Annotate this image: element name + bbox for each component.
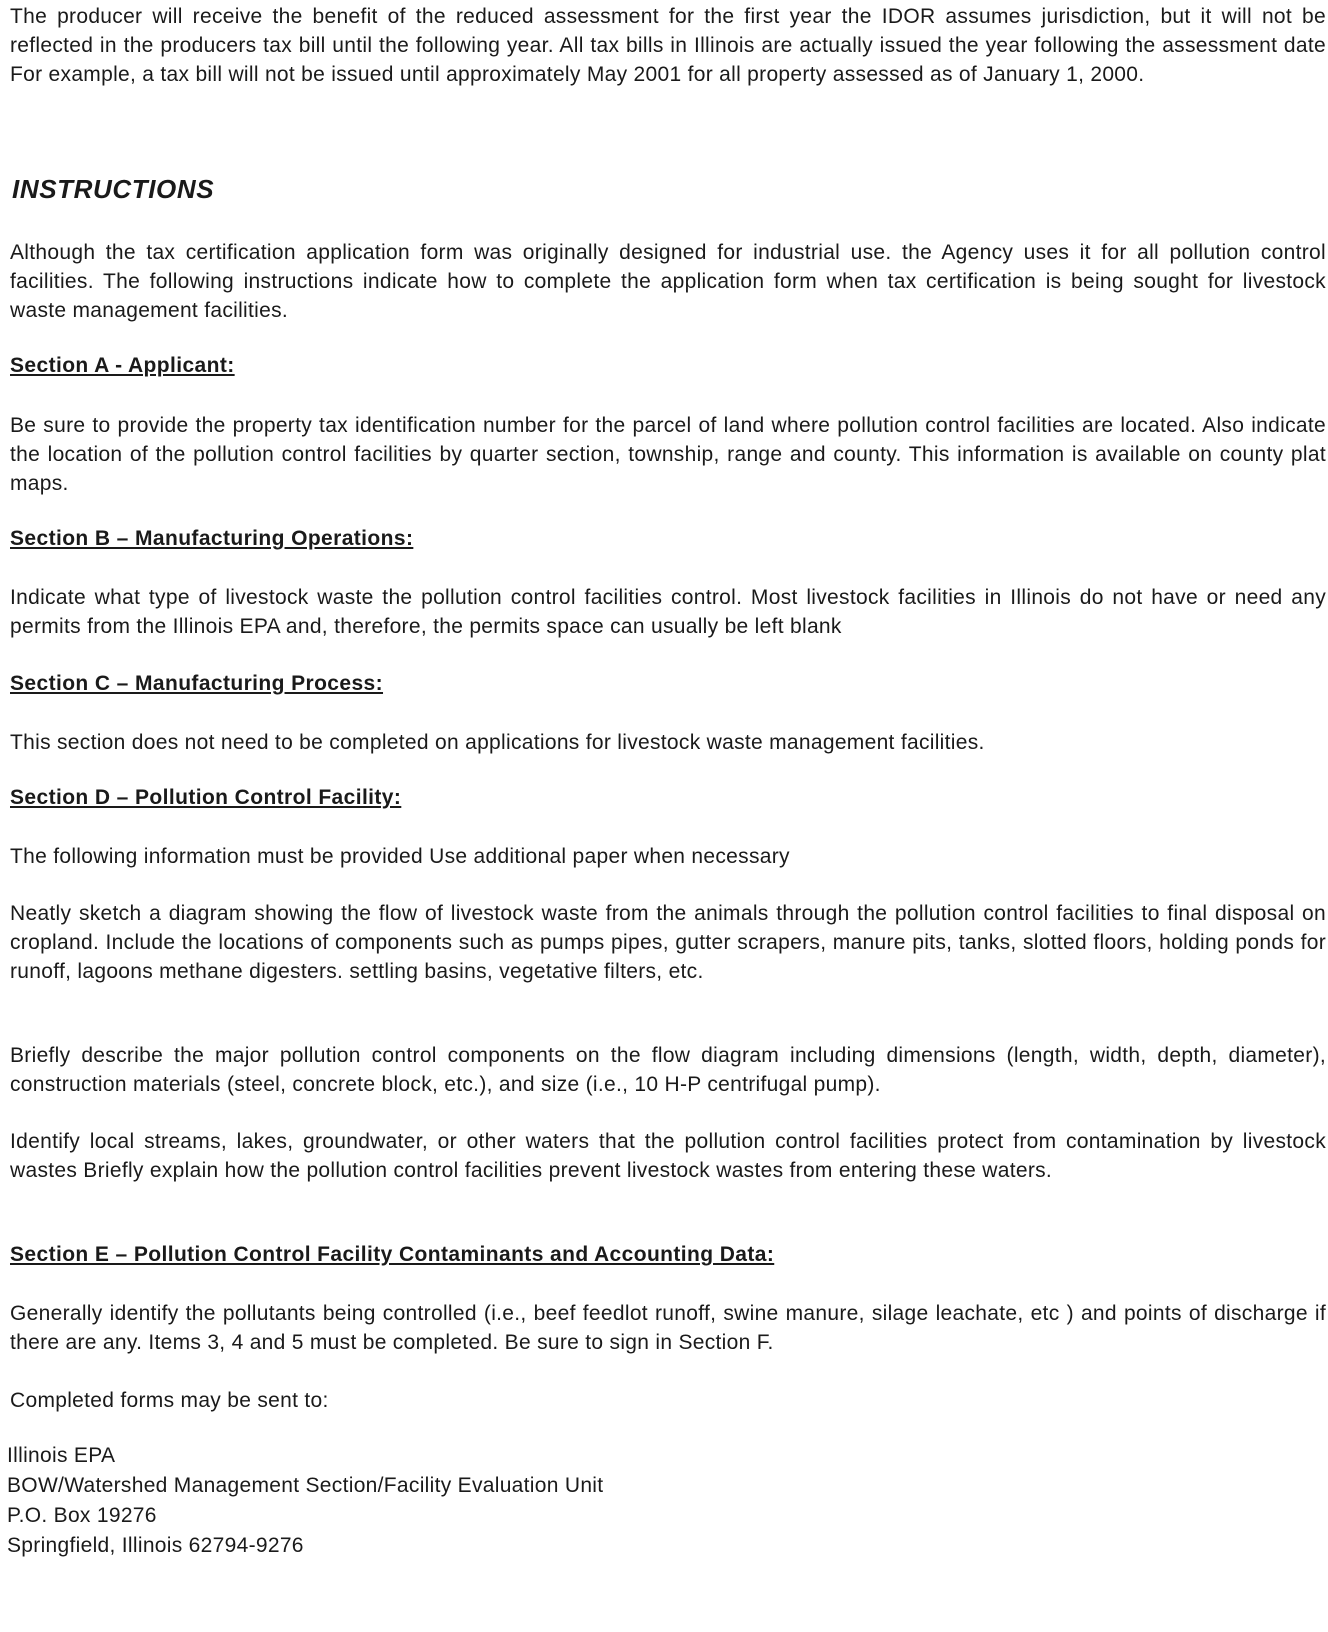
- section-d-heading: Section D – Pollution Control Facility:: [10, 786, 402, 809]
- address-line-2: BOW/Watershed Management Section/Facility Evaluation Unit: [7, 1474, 604, 1497]
- address-line-4: Springfield, Illinois 62794-9276: [7, 1534, 304, 1557]
- section-b-text: Indicate what type of livestock waste the pollution control facilities control. Most livestock facilities in Illinois do not have or need any permits from the Illinois EPA and, therefore, the permits space can usually be left blank: [10, 586, 1326, 638]
- section-a-text: Be sure to provide the property tax identification number for the parcel of land where pollution control facilities are located. Also indicate the location of the pollution control facilities by quarter section, township, range and county. This information is available on county plat maps.: [10, 414, 1326, 495]
- section-e-text: Generally identify the pollutants being controlled (i.e., beef feedlot runoff, swine manure, silage leachate, etc ) and points of discharge if there are any. Items 3, 4 and 5 must be completed. Be sure to sign in Section F.: [10, 1302, 1326, 1354]
- section-b-heading: Section B – Manufacturing Operations:: [10, 527, 414, 550]
- section-d-text-3: Briefly describe the major pollution control components on the flow diagram including dimensions (length, width, depth, diameter), construction materials (steel, concrete block, etc.), and size (i.e., 10 H-P centrifugal pump).: [10, 1044, 1326, 1096]
- section-c-heading: Section C – Manufacturing Process:: [10, 672, 384, 695]
- intro-paragraph: The producer will receive the benefit of the reduced assessment for the first year the IDOR assumes jurisdiction, but it will not be reflected in the producers tax bill until the following year. All tax bills in Illinois are actually issued the year following the assessment date For example, a tax bill will not be issued until approximately May 2001 for all property assessed as of January 1, 2000.: [10, 5, 1326, 86]
- instructions-heading: INSTRUCTIONS: [12, 174, 215, 204]
- address-line-1: Illinois EPA: [7, 1444, 116, 1467]
- section-d-text-1: The following information must be provided Use additional paper when necessary: [10, 845, 790, 868]
- section-c-text: This section does not need to be completed on applications for livestock waste management facilities.: [10, 731, 985, 754]
- section-a-heading: Section A - Applicant:: [10, 354, 235, 377]
- instructions-paragraph: Although the tax certification application form was originally designed for industrial use. the Agency uses it for all pollution control facilities. The following instructions indicate how to complete the application form when tax certification is being sought for livestock waste management facilities.: [10, 241, 1326, 322]
- section-d-text-2: Neatly sketch a diagram showing the flow of livestock waste from the animals through the pollution control facilities to final disposal on cropland. Include the locations of components such as pumps pipes, gutter scrapers, manure pits, tanks, slotted floors, holding ponds for runoff, lagoons methane digesters. settling basins, vegetative filters, etc.: [10, 902, 1326, 983]
- mailing-address: [7, 1441, 603, 1561]
- address-line-3: P.O. Box 19276: [7, 1504, 157, 1527]
- section-d-text-4: Identify local streams, lakes, groundwater, or other waters that the pollution control facilities protect from contamination by livestock wastes Briefly explain how the pollution control facilities prevent livestock wastes from entering these waters.: [10, 1130, 1326, 1182]
- send-to-label: Completed forms may be sent to:: [10, 1389, 329, 1412]
- section-e-heading: Section E – Pollution Control Facility Contaminants and Accounting Data:: [10, 1243, 775, 1266]
